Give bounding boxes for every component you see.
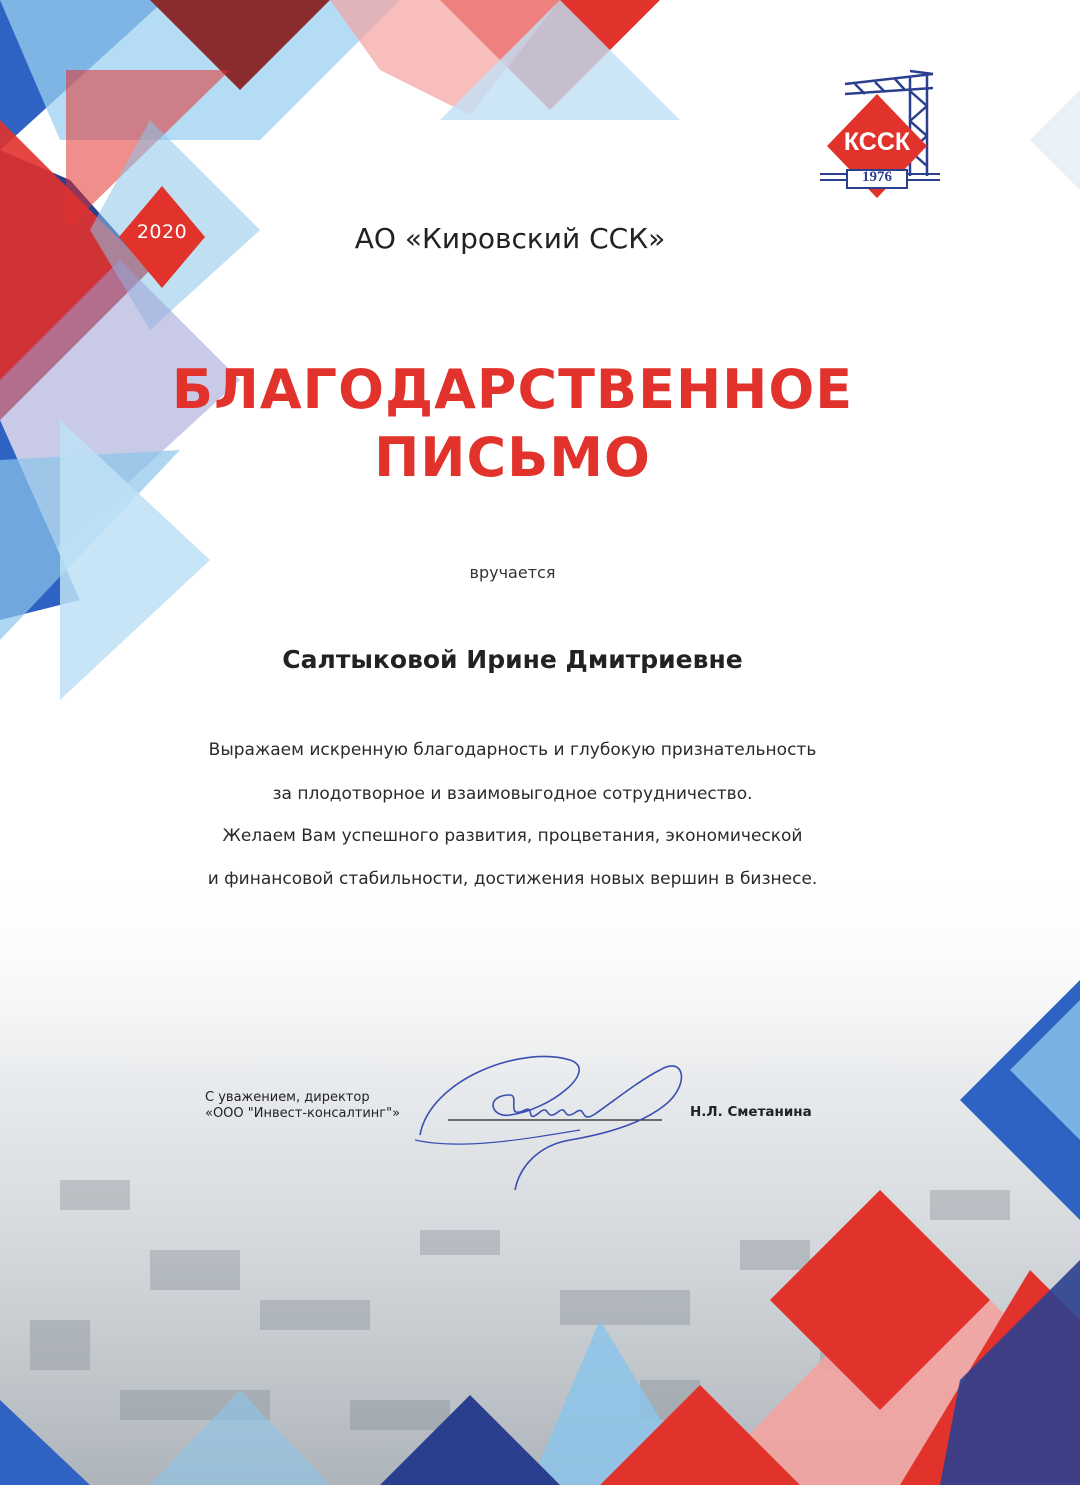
company-logo xyxy=(815,66,945,205)
signature-mark xyxy=(400,1040,700,1200)
awarded-to-label: вручается xyxy=(469,563,556,582)
signatory-name: Н.Л. Сметанина xyxy=(690,1104,812,1120)
recipient-name: Салтыковой Ирине Дмитриевне xyxy=(282,645,743,674)
body-text-line: Выражаем искренную благодарность и глубокую признательность xyxy=(208,740,817,760)
body-text-line: и финансовой стабильности, достижения новых вершин в бизнесе. xyxy=(207,869,818,889)
body-text-line: за плодотворное и взаимовыгодное сотрудничество. xyxy=(272,784,753,804)
organization-name: АО «Кировский ССК» xyxy=(354,222,666,255)
logo-year: 1976 xyxy=(862,169,892,185)
body-text-line: Желаем Вам успешного развития, процветания, экономической xyxy=(222,826,803,846)
logo-abbr: КССК xyxy=(843,128,911,156)
year-badge-text: 2020 xyxy=(136,221,188,243)
triangle-shape xyxy=(1030,90,1080,190)
signature-title: С уважением, директор xyxy=(205,1090,370,1105)
document-title-line1: БЛАГОДАРСТВЕННОЕ xyxy=(171,358,854,421)
signature-company: «ООО "Инвест-консалтинг"» xyxy=(205,1106,401,1121)
document-title-line2: ПИСЬМО xyxy=(374,426,651,489)
